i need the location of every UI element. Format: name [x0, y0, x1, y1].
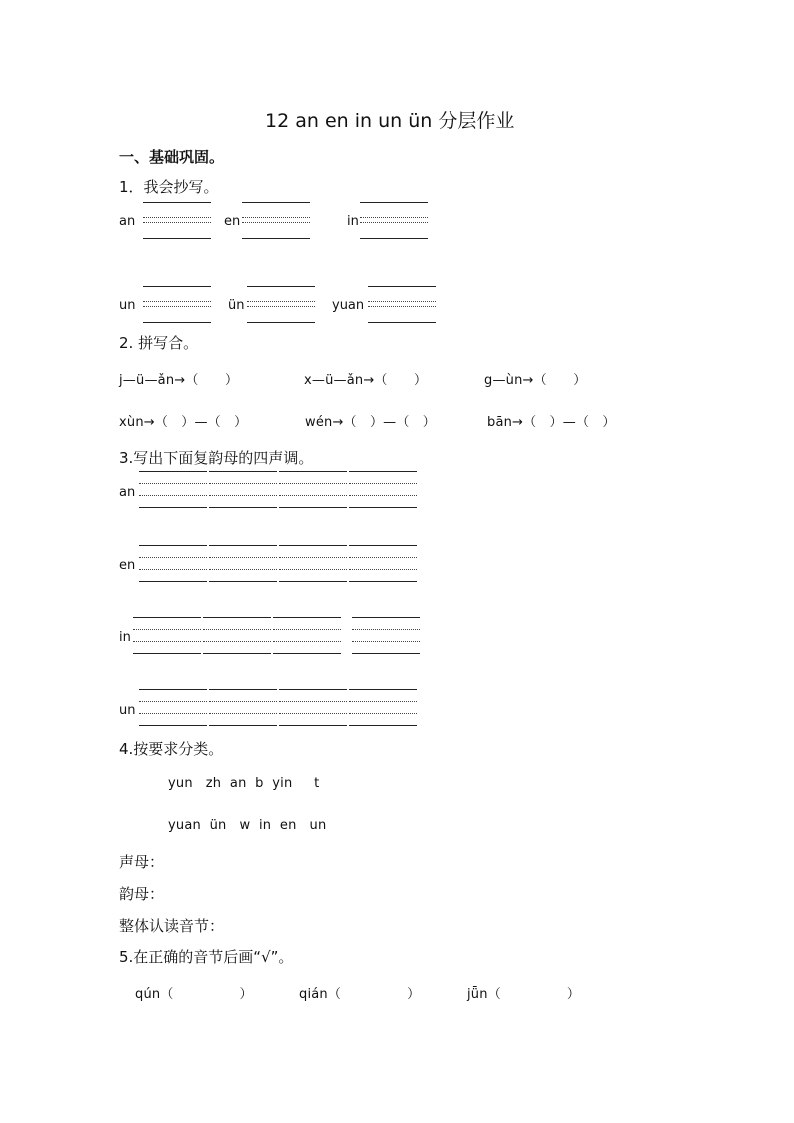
q3-tone-grid[interactable] [349, 471, 417, 507]
q1-label-yuan: yuan [332, 298, 365, 313]
q3-tone-grid[interactable] [209, 471, 277, 507]
q4-syllable-list-1: yun zh an b yin t [168, 776, 320, 791]
q5-item-qun: qún（ ） [135, 987, 253, 1002]
q2-item-ban: bān→（ ）—（ ） [487, 415, 616, 430]
q5-item-jun: jǖn（ ） [467, 987, 581, 1002]
question-1-heading: 1．我会抄写。 [119, 178, 219, 196]
q1-label-in: in [347, 214, 359, 229]
q4-syllable-list-2: yuan ün w in en un [168, 818, 327, 833]
question-2-heading: 2. 拼写合。 [119, 334, 199, 352]
q3-tone-grid[interactable] [352, 617, 420, 653]
q1-writing-grid-in[interactable] [360, 202, 428, 238]
question-5-heading: 5.在正确的音节后画“√”。 [119, 948, 294, 966]
q3-tone-grid[interactable] [279, 471, 347, 507]
q3-label-an: an [119, 485, 136, 500]
q3-tone-grid[interactable] [273, 617, 341, 653]
q1-writing-grid-en[interactable] [242, 202, 310, 238]
q3-label-un: un [119, 703, 136, 718]
q1-label-un: un [119, 298, 136, 313]
q4-category-initials: 声母： [119, 853, 165, 871]
q3-tone-grid[interactable] [279, 545, 347, 581]
q2-item-xun: xùn→（ ）—（ ） [119, 415, 248, 430]
q4-category-whole-syllables: 整体认读音节： [119, 917, 225, 935]
q4-category-finals: 韵母： [119, 885, 165, 903]
section-heading-basic: 一、基础巩固。 [119, 148, 225, 166]
q3-tone-grid[interactable] [139, 545, 207, 581]
q1-writing-grid-v-n[interactable] [247, 286, 315, 322]
q2-item-gun: g—ùn→（ ） [484, 373, 587, 388]
q1-label-an: an [119, 214, 136, 229]
q2-item-jvan: j—ü—ǎn→（ ） [119, 373, 239, 388]
q1-writing-grid-yuan[interactable] [368, 286, 436, 322]
q3-label-in: in [119, 630, 131, 645]
q3-tone-grid[interactable] [203, 617, 271, 653]
q3-tone-grid[interactable] [349, 545, 417, 581]
q1-label-en: en [224, 214, 241, 229]
question-4-heading: 4.按要求分类。 [119, 740, 224, 758]
q3-tone-grid[interactable] [139, 471, 207, 507]
q3-label-en: en [119, 558, 136, 573]
q3-tone-grid[interactable] [139, 689, 207, 725]
q2-item-xvan: x—ü—ǎn→（ ） [304, 373, 428, 388]
page-title: 12 an en in un ün 分层作业 [265, 110, 515, 132]
q3-tone-grid[interactable] [133, 617, 201, 653]
q1-label-v-n: ün [228, 298, 245, 313]
question-3-heading: 3.写出下面复韵母的四声调。 [119, 449, 314, 467]
q2-item-wen: wén→（ ）—（ ） [305, 415, 436, 430]
q1-writing-grid-an[interactable] [143, 202, 211, 238]
q3-tone-grid[interactable] [209, 689, 277, 725]
q3-tone-grid[interactable] [349, 689, 417, 725]
q3-tone-grid[interactable] [209, 545, 277, 581]
q1-writing-grid-un[interactable] [143, 286, 211, 322]
q5-item-qian: qián（ ） [299, 987, 421, 1002]
q3-tone-grid[interactable] [279, 689, 347, 725]
